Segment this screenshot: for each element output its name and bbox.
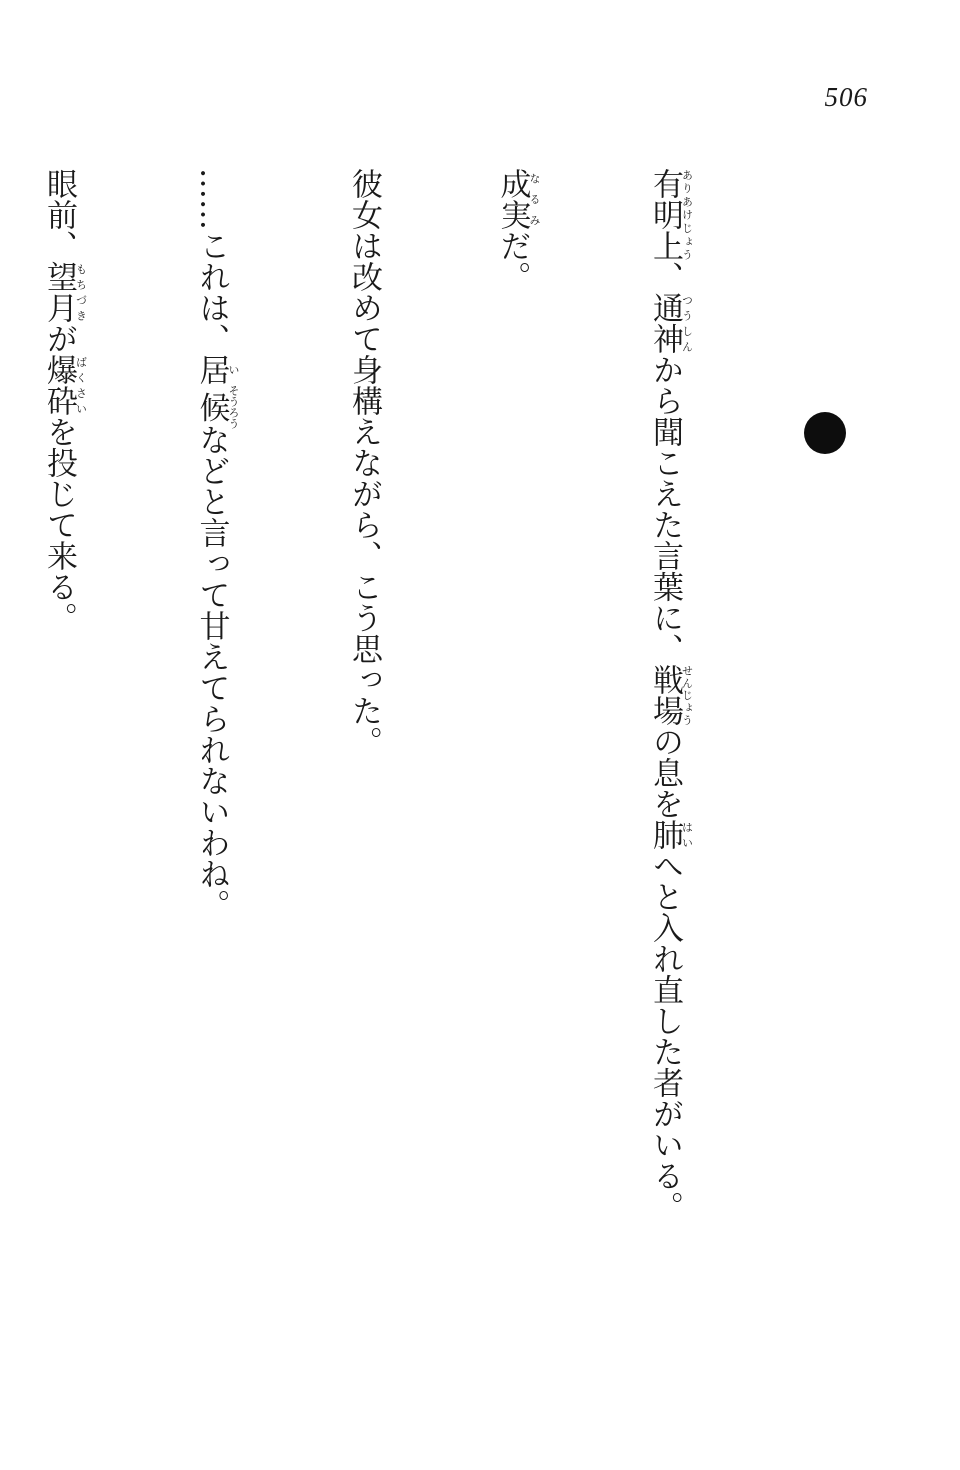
ruby-word: 候そうろう xyxy=(193,385,240,429)
ruby-word: 肺はい xyxy=(647,819,694,850)
ruby-word: 通神つうしん xyxy=(647,292,694,354)
text-line: 眼前、望月もちづきが爆砕ばくさいを投じて来る。 xyxy=(41,168,88,633)
ruby-word: 爆砕ばくさい xyxy=(41,354,88,416)
furigana-reading: ばくさい xyxy=(74,354,88,416)
furigana-reading: ありあけじょう xyxy=(680,168,694,261)
page-number: 506 xyxy=(824,82,868,112)
furigana-reading: せんじょう xyxy=(680,664,694,726)
text-line: 彼女は改めて身構えながら、こう思った。 xyxy=(346,168,382,757)
ruby-word: 居い xyxy=(193,354,240,385)
furigana-reading: つうしん xyxy=(680,292,694,354)
furigana-reading: はい xyxy=(680,819,694,850)
text-line: ……これは、居い候そうろうなどと言って甘えてられないわね。 xyxy=(193,168,240,920)
ruby-word: 戦場せんじょう xyxy=(647,664,694,726)
section-marker-dot xyxy=(804,412,846,454)
vertical-text-body xyxy=(0,168,792,1308)
furigana-reading: もちづき xyxy=(74,261,88,323)
ruby-word: 有明上ありあけじょう xyxy=(647,168,694,261)
text-line: 有明上ありあけじょう、通神つうしんから聞こえた言葉に、戦場せんじょうの息を肺はいへと入れ直した者がいる。 xyxy=(647,168,694,1222)
furigana-reading: い xyxy=(227,354,240,385)
furigana-reading: そうろう xyxy=(227,385,240,429)
ruby-word: 成実なるみ xyxy=(494,168,541,230)
text-line: 成実なるみだ。 xyxy=(494,168,541,292)
furigana-reading: なるみ xyxy=(528,168,541,230)
ruby-word: 望月もちづき xyxy=(41,261,88,323)
